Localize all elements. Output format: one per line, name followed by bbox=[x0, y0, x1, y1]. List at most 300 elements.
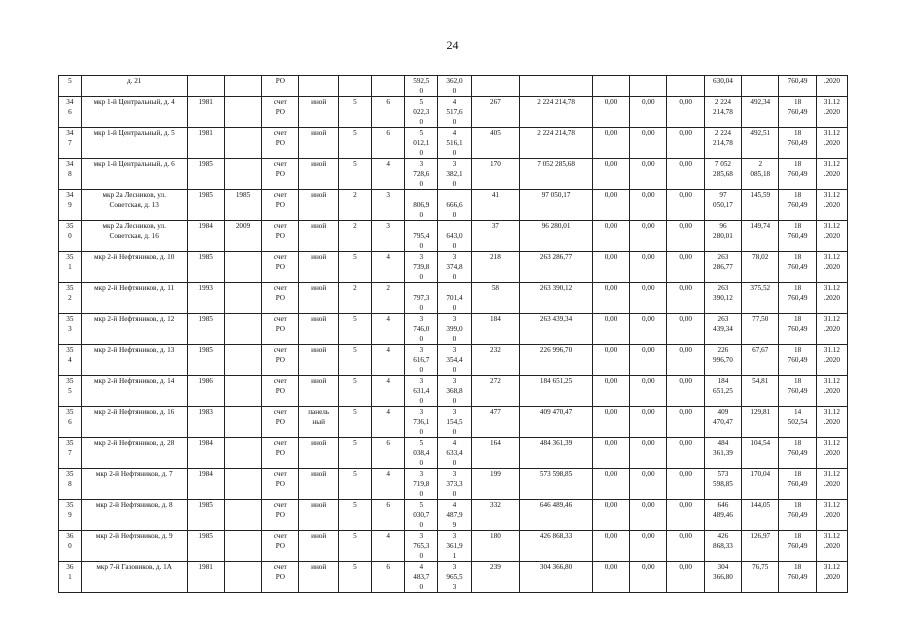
reconstruction-year-cell bbox=[224, 469, 261, 500]
cost-part-a-cell: 0,00 bbox=[592, 438, 629, 469]
total-area-cell: 5 030,7 0 bbox=[405, 500, 438, 531]
address-cell: мкр 2-й Нефтяников, д. 10 bbox=[81, 252, 187, 283]
wall-material-cell: иной bbox=[299, 221, 338, 252]
entrances-cell: 6 bbox=[372, 562, 405, 593]
living-area-cell: 4 633,4 0 bbox=[438, 438, 471, 469]
address-cell: мкр 1-й Центральный, д. 5 bbox=[81, 128, 187, 159]
cost-part-c-cell: 0,00 bbox=[667, 345, 704, 376]
specific-cost-cell: 76,75 bbox=[742, 562, 779, 593]
specific-cost-cell: 126,97 bbox=[742, 531, 779, 562]
build-year-cell: 1993 bbox=[187, 283, 224, 314]
wall-material-cell: иной bbox=[299, 469, 338, 500]
cost-part-a-cell: 0,00 bbox=[592, 252, 629, 283]
cost-part-b-cell: 0,00 bbox=[630, 438, 667, 469]
build-year-cell: 1984 bbox=[187, 438, 224, 469]
residents-cell: 170 bbox=[471, 159, 520, 190]
address-cell: мкр 2а Лесников, ул. Советская, д. 16 bbox=[81, 221, 187, 252]
max-specific-cost-cell: 18 760,49 bbox=[779, 128, 816, 159]
living-area-cell: 3 399,0 0 bbox=[438, 314, 471, 345]
build-year-cell: 1986 bbox=[187, 376, 224, 407]
cost-part-a-cell: 0,00 bbox=[592, 531, 629, 562]
floors-cell: 5 bbox=[338, 345, 371, 376]
wall-material-cell: панель ный bbox=[299, 407, 338, 438]
build-year-cell: 1981 bbox=[187, 562, 224, 593]
table-row bbox=[59, 252, 848, 283]
max-specific-cost-cell: 760,49 bbox=[779, 76, 816, 97]
cost-part-b-cell: 0,00 bbox=[630, 159, 667, 190]
specific-cost-cell: 2 085,18 bbox=[742, 159, 779, 190]
wall-material-cell: иной bbox=[299, 438, 338, 469]
total-cost-cell: 409 470,47 bbox=[520, 407, 593, 438]
fund-method-cell: счет РО bbox=[262, 345, 299, 376]
total-area-cell: 806,9 0 bbox=[405, 190, 438, 221]
build-year-cell: 1984 bbox=[187, 469, 224, 500]
residents-cell: 164 bbox=[471, 438, 520, 469]
wall-material-cell: иной bbox=[299, 252, 338, 283]
cost-part-a-cell: 0,00 bbox=[592, 128, 629, 159]
table-row bbox=[59, 128, 848, 159]
deadline-cell: 31.12 .2020 bbox=[816, 345, 847, 376]
wall-material-cell: иной bbox=[299, 500, 338, 531]
reconstruction-year-cell bbox=[224, 252, 261, 283]
cost-part-a-cell: 0,00 bbox=[592, 190, 629, 221]
max-specific-cost-cell: 18 760,49 bbox=[779, 190, 816, 221]
deadline-cell: 31.12 .2020 bbox=[816, 531, 847, 562]
cost-part-c-cell: 0,00 bbox=[667, 314, 704, 345]
residents-cell: 272 bbox=[471, 376, 520, 407]
specific-cost-cell: 144,05 bbox=[742, 500, 779, 531]
wall-material-cell: иной bbox=[299, 345, 338, 376]
living-area-cell: 4 517,6 0 bbox=[438, 97, 471, 128]
owner-funds-cell: 96 280,01 bbox=[704, 221, 741, 252]
reconstruction-year-cell bbox=[224, 438, 261, 469]
row-number-cell: 35 4 bbox=[59, 345, 82, 376]
owner-funds-cell: 263 439,34 bbox=[704, 314, 741, 345]
cost-part-c-cell: 0,00 bbox=[667, 190, 704, 221]
residents-cell: 180 bbox=[471, 531, 520, 562]
total-cost-cell: 263 390,12 bbox=[520, 283, 593, 314]
fund-method-cell: счет РО bbox=[262, 128, 299, 159]
address-cell: мкр 2-й Нефтяников, д. 16 bbox=[81, 407, 187, 438]
cost-part-a-cell: 0,00 bbox=[592, 469, 629, 500]
address-cell: мкр 2-й Нефтяников, д. 14 bbox=[81, 376, 187, 407]
cost-part-c-cell: 0,00 bbox=[667, 562, 704, 593]
table-row bbox=[59, 159, 848, 190]
max-specific-cost-cell: 18 760,49 bbox=[779, 97, 816, 128]
residents-cell: 37 bbox=[471, 221, 520, 252]
max-specific-cost-cell: 18 760,49 bbox=[779, 500, 816, 531]
floors-cell: 5 bbox=[338, 252, 371, 283]
cost-part-b-cell: 0,00 bbox=[630, 221, 667, 252]
table-row bbox=[59, 190, 848, 221]
floors-cell: 5 bbox=[338, 159, 371, 190]
cost-part-b-cell bbox=[630, 76, 667, 97]
table-row bbox=[59, 76, 848, 97]
build-year-cell: 1985 bbox=[187, 190, 224, 221]
entrances-cell: 3 bbox=[372, 221, 405, 252]
total-cost-cell: 304 366,80 bbox=[520, 562, 593, 593]
max-specific-cost-cell: 18 760,49 bbox=[779, 314, 816, 345]
cost-part-c-cell bbox=[667, 76, 704, 97]
fund-method-cell: счет РО bbox=[262, 190, 299, 221]
specific-cost-cell: 149,74 bbox=[742, 221, 779, 252]
max-specific-cost-cell: 18 760,49 bbox=[779, 221, 816, 252]
cost-part-c-cell: 0,00 bbox=[667, 128, 704, 159]
specific-cost-cell: 375,52 bbox=[742, 283, 779, 314]
wall-material-cell: иной bbox=[299, 128, 338, 159]
entrances-cell: 2 bbox=[372, 283, 405, 314]
fund-method-cell: счет РО bbox=[262, 469, 299, 500]
deadline-cell: 31.12 .2020 bbox=[816, 97, 847, 128]
residents-cell: 218 bbox=[471, 252, 520, 283]
deadline-cell: 31.12 .2020 bbox=[816, 314, 847, 345]
table-row bbox=[59, 97, 848, 128]
entrances-cell: 4 bbox=[372, 252, 405, 283]
housing-register-table bbox=[58, 75, 848, 593]
cost-part-b-cell: 0,00 bbox=[630, 407, 667, 438]
reconstruction-year-cell bbox=[224, 500, 261, 531]
cost-part-b-cell: 0,00 bbox=[630, 531, 667, 562]
deadline-cell: 31.12 .2020 bbox=[816, 376, 847, 407]
total-area-cell: 5 012,1 0 bbox=[405, 128, 438, 159]
floors-cell: 5 bbox=[338, 469, 371, 500]
build-year-cell: 1985 bbox=[187, 159, 224, 190]
deadline-cell: 31.12 .2020 bbox=[816, 562, 847, 593]
reconstruction-year-cell bbox=[224, 314, 261, 345]
row-number-cell: 34 7 bbox=[59, 128, 82, 159]
row-number-cell: 36 1 bbox=[59, 562, 82, 593]
total-area-cell: 3 736,1 0 bbox=[405, 407, 438, 438]
cost-part-a-cell: 0,00 bbox=[592, 376, 629, 407]
deadline-cell: 31.12 .2020 bbox=[816, 128, 847, 159]
cost-part-a-cell bbox=[592, 76, 629, 97]
table-row bbox=[59, 469, 848, 500]
row-number-cell: 35 7 bbox=[59, 438, 82, 469]
deadline-cell: 31.12 .2020 bbox=[816, 469, 847, 500]
entrances-cell: 4 bbox=[372, 531, 405, 562]
fund-method-cell: счет РО bbox=[262, 376, 299, 407]
specific-cost-cell: 492,51 bbox=[742, 128, 779, 159]
row-number-cell: 36 0 bbox=[59, 531, 82, 562]
residents-cell: 184 bbox=[471, 314, 520, 345]
address-cell: д. 21 bbox=[81, 76, 187, 97]
cost-part-c-cell: 0,00 bbox=[667, 283, 704, 314]
cost-part-c-cell: 0,00 bbox=[667, 500, 704, 531]
fund-method-cell: счет РО bbox=[262, 407, 299, 438]
cost-part-c-cell: 0,00 bbox=[667, 469, 704, 500]
cost-part-a-cell: 0,00 bbox=[592, 159, 629, 190]
row-number-cell: 35 3 bbox=[59, 314, 82, 345]
floors-cell: 5 bbox=[338, 128, 371, 159]
row-number-cell: 35 8 bbox=[59, 469, 82, 500]
cost-part-a-cell: 0,00 bbox=[592, 221, 629, 252]
total-cost-cell: 573 598,85 bbox=[520, 469, 593, 500]
build-year-cell: 1985 bbox=[187, 531, 224, 562]
entrances-cell: 3 bbox=[372, 190, 405, 221]
entrances-cell: 4 bbox=[372, 376, 405, 407]
total-area-cell: 5 022,3 0 bbox=[405, 97, 438, 128]
total-area-cell: 3 746,0 0 bbox=[405, 314, 438, 345]
cost-part-c-cell: 0,00 bbox=[667, 97, 704, 128]
entrances-cell: 6 bbox=[372, 97, 405, 128]
address-cell: мкр 2-й Нефтяников, д. 28 bbox=[81, 438, 187, 469]
total-area-cell: 3 765,3 0 bbox=[405, 531, 438, 562]
address-cell: мкр 2-й Нефтяников, д. 11 bbox=[81, 283, 187, 314]
wall-material-cell: иной bbox=[299, 97, 338, 128]
wall-material-cell: иной bbox=[299, 376, 338, 407]
residents-cell: 332 bbox=[471, 500, 520, 531]
build-year-cell: 1981 bbox=[187, 97, 224, 128]
residents-cell: 199 bbox=[471, 469, 520, 500]
total-area-cell: 3 739,8 0 bbox=[405, 252, 438, 283]
address-cell: мкр 2-й Нефтяников, д. 8 bbox=[81, 500, 187, 531]
build-year-cell: 1985 bbox=[187, 345, 224, 376]
reconstruction-year-cell bbox=[224, 562, 261, 593]
owner-funds-cell: 630,04 bbox=[704, 76, 741, 97]
total-area-cell: 797,3 0 bbox=[405, 283, 438, 314]
fund-method-cell: счет РО bbox=[262, 500, 299, 531]
total-cost-cell: 96 280,01 bbox=[520, 221, 593, 252]
floors-cell: 5 bbox=[338, 376, 371, 407]
cost-part-b-cell: 0,00 bbox=[630, 500, 667, 531]
deadline-cell: 31.12 .2020 bbox=[816, 252, 847, 283]
specific-cost-cell: 129,81 bbox=[742, 407, 779, 438]
cost-part-a-cell: 0,00 bbox=[592, 500, 629, 531]
fund-method-cell: РО bbox=[262, 76, 299, 97]
entrances-cell: 4 bbox=[372, 469, 405, 500]
living-area-cell: 4 516,1 0 bbox=[438, 128, 471, 159]
total-cost-cell: 646 489,46 bbox=[520, 500, 593, 531]
specific-cost-cell: 145,59 bbox=[742, 190, 779, 221]
build-year-cell bbox=[187, 76, 224, 97]
specific-cost-cell: 54,81 bbox=[742, 376, 779, 407]
table-row bbox=[59, 376, 848, 407]
row-number-cell: 35 6 bbox=[59, 407, 82, 438]
deadline-cell: 31.12 .2020 bbox=[816, 500, 847, 531]
floors-cell: 5 bbox=[338, 562, 371, 593]
row-number-cell: 34 9 bbox=[59, 190, 82, 221]
fund-method-cell: счет РО bbox=[262, 531, 299, 562]
deadline-cell: 31.12 .2020 bbox=[816, 221, 847, 252]
reconstruction-year-cell bbox=[224, 345, 261, 376]
reconstruction-year-cell bbox=[224, 376, 261, 407]
row-number-cell: 35 0 bbox=[59, 221, 82, 252]
cost-part-b-cell: 0,00 bbox=[630, 252, 667, 283]
fund-method-cell: счет РО bbox=[262, 159, 299, 190]
reconstruction-year-cell bbox=[224, 97, 261, 128]
row-number-cell: 35 1 bbox=[59, 252, 82, 283]
wall-material-cell: иной bbox=[299, 159, 338, 190]
table-row bbox=[59, 407, 848, 438]
table-row bbox=[59, 562, 848, 593]
entrances-cell: 6 bbox=[372, 438, 405, 469]
entrances-cell: 4 bbox=[372, 314, 405, 345]
entrances-cell: 6 bbox=[372, 500, 405, 531]
total-area-cell: 795,4 0 bbox=[405, 221, 438, 252]
floors-cell: 5 bbox=[338, 531, 371, 562]
owner-funds-cell: 2 224 214,78 bbox=[704, 97, 741, 128]
residents-cell: 267 bbox=[471, 97, 520, 128]
max-specific-cost-cell: 18 760,49 bbox=[779, 376, 816, 407]
reconstruction-year-cell bbox=[224, 76, 261, 97]
owner-funds-cell: 226 996,70 bbox=[704, 345, 741, 376]
residents-cell: 58 bbox=[471, 283, 520, 314]
deadline-cell: .2020 bbox=[816, 76, 847, 97]
cost-part-b-cell: 0,00 bbox=[630, 128, 667, 159]
wall-material-cell bbox=[299, 76, 338, 97]
deadline-cell: 31.12 .2020 bbox=[816, 190, 847, 221]
reconstruction-year-cell bbox=[224, 531, 261, 562]
cost-part-b-cell: 0,00 bbox=[630, 562, 667, 593]
cost-part-c-cell: 0,00 bbox=[667, 438, 704, 469]
owner-funds-cell: 304 366,80 bbox=[704, 562, 741, 593]
reconstruction-year-cell bbox=[224, 283, 261, 314]
address-cell: мкр 1-й Центральный, д. 6 bbox=[81, 159, 187, 190]
address-cell: мкр 7-й Газовиков, д. 1А bbox=[81, 562, 187, 593]
row-number-cell: 34 6 bbox=[59, 97, 82, 128]
entrances-cell: 4 bbox=[372, 407, 405, 438]
specific-cost-cell: 67,67 bbox=[742, 345, 779, 376]
cost-part-a-cell: 0,00 bbox=[592, 283, 629, 314]
owner-funds-cell: 263 286,77 bbox=[704, 252, 741, 283]
address-cell: мкр 2-й Нефтяников, д. 7 bbox=[81, 469, 187, 500]
row-number-cell: 35 9 bbox=[59, 500, 82, 531]
fund-method-cell: счет РО bbox=[262, 221, 299, 252]
living-area-cell: 3 965,5 3 bbox=[438, 562, 471, 593]
owner-funds-cell: 409 470,47 bbox=[704, 407, 741, 438]
specific-cost-cell: 77,50 bbox=[742, 314, 779, 345]
specific-cost-cell: 170,04 bbox=[742, 469, 779, 500]
owner-funds-cell: 2 224 214,78 bbox=[704, 128, 741, 159]
reconstruction-year-cell bbox=[224, 159, 261, 190]
table-row bbox=[59, 345, 848, 376]
cost-part-b-cell: 0,00 bbox=[630, 283, 667, 314]
cost-part-c-cell: 0,00 bbox=[667, 159, 704, 190]
max-specific-cost-cell: 18 760,49 bbox=[779, 469, 816, 500]
specific-cost-cell: 104,54 bbox=[742, 438, 779, 469]
build-year-cell: 1984 bbox=[187, 221, 224, 252]
max-specific-cost-cell: 14 502,54 bbox=[779, 407, 816, 438]
reconstruction-year-cell: 1985 bbox=[224, 190, 261, 221]
build-year-cell: 1983 bbox=[187, 407, 224, 438]
total-cost-cell: 226 996,70 bbox=[520, 345, 593, 376]
fund-method-cell: счет РО bbox=[262, 97, 299, 128]
cost-part-c-cell: 0,00 bbox=[667, 376, 704, 407]
owner-funds-cell: 573 598,85 bbox=[704, 469, 741, 500]
table-row bbox=[59, 531, 848, 562]
cost-part-c-cell: 0,00 bbox=[667, 252, 704, 283]
page-number: 24 bbox=[446, 38, 459, 52]
fund-method-cell: счет РО bbox=[262, 562, 299, 593]
wall-material-cell: иной bbox=[299, 190, 338, 221]
table-row bbox=[59, 500, 848, 531]
fund-method-cell: счет РО bbox=[262, 314, 299, 345]
max-specific-cost-cell: 18 760,49 bbox=[779, 252, 816, 283]
residents-cell: 232 bbox=[471, 345, 520, 376]
deadline-cell: 31.12 .2020 bbox=[816, 159, 847, 190]
max-specific-cost-cell: 18 760,49 bbox=[779, 283, 816, 314]
cost-part-c-cell: 0,00 bbox=[667, 407, 704, 438]
living-area-cell: 3 354,4 0 bbox=[438, 345, 471, 376]
owner-funds-cell: 263 390,12 bbox=[704, 283, 741, 314]
entrances-cell bbox=[372, 76, 405, 97]
table-row bbox=[59, 283, 848, 314]
build-year-cell: 1985 bbox=[187, 252, 224, 283]
wall-material-cell: иной bbox=[299, 562, 338, 593]
living-area-cell: 666,6 0 bbox=[438, 190, 471, 221]
residents-cell: 405 bbox=[471, 128, 520, 159]
total-cost-cell: 184 651,25 bbox=[520, 376, 593, 407]
entrances-cell: 6 bbox=[372, 128, 405, 159]
total-area-cell: 4 483,7 0 bbox=[405, 562, 438, 593]
living-area-cell: 4 487,9 9 bbox=[438, 500, 471, 531]
fund-method-cell: счет РО bbox=[262, 438, 299, 469]
max-specific-cost-cell: 18 760,49 bbox=[779, 562, 816, 593]
total-cost-cell bbox=[520, 76, 593, 97]
owner-funds-cell: 484 361,39 bbox=[704, 438, 741, 469]
reconstruction-year-cell: 2009 bbox=[224, 221, 261, 252]
living-area-cell: 3 154,5 0 bbox=[438, 407, 471, 438]
build-year-cell: 1981 bbox=[187, 128, 224, 159]
owner-funds-cell: 97 050,17 bbox=[704, 190, 741, 221]
specific-cost-cell bbox=[742, 76, 779, 97]
total-area-cell: 3 631,4 0 bbox=[405, 376, 438, 407]
owner-funds-cell: 184 651,25 bbox=[704, 376, 741, 407]
cost-part-c-cell: 0,00 bbox=[667, 221, 704, 252]
deadline-cell: 31.12 .2020 bbox=[816, 438, 847, 469]
total-cost-cell: 7 052 285,68 bbox=[520, 159, 593, 190]
cost-part-a-cell: 0,00 bbox=[592, 562, 629, 593]
floors-cell: 5 bbox=[338, 407, 371, 438]
address-cell: мкр 2-й Нефтяников, д. 13 bbox=[81, 345, 187, 376]
max-specific-cost-cell: 18 760,49 bbox=[779, 159, 816, 190]
address-cell: мкр 2а Лесников, ул. Советская, д. 13 bbox=[81, 190, 187, 221]
address-cell: мкр 2-й Нефтяников, д. 9 bbox=[81, 531, 187, 562]
total-cost-cell: 97 050,17 bbox=[520, 190, 593, 221]
floors-cell: 5 bbox=[338, 438, 371, 469]
deadline-cell: 31.12 .2020 bbox=[816, 407, 847, 438]
floors-cell: 2 bbox=[338, 190, 371, 221]
cost-part-b-cell: 0,00 bbox=[630, 190, 667, 221]
living-area-cell: 3 382,1 0 bbox=[438, 159, 471, 190]
address-cell: мкр 1-й Центральный, д. 4 bbox=[81, 97, 187, 128]
floors-cell: 5 bbox=[338, 314, 371, 345]
residents-cell: 41 bbox=[471, 190, 520, 221]
total-cost-cell: 484 361,39 bbox=[520, 438, 593, 469]
wall-material-cell: иной bbox=[299, 314, 338, 345]
reconstruction-year-cell bbox=[224, 407, 261, 438]
fund-method-cell: счет РО bbox=[262, 252, 299, 283]
living-area-cell: 3 373,3 0 bbox=[438, 469, 471, 500]
floors-cell bbox=[338, 76, 371, 97]
floors-cell: 2 bbox=[338, 221, 371, 252]
table-row bbox=[59, 314, 848, 345]
cost-part-b-cell: 0,00 bbox=[630, 314, 667, 345]
residents-cell: 239 bbox=[471, 562, 520, 593]
row-number-cell: 34 8 bbox=[59, 159, 82, 190]
total-area-cell: 592,5 0 bbox=[405, 76, 438, 97]
row-number-cell: 5 bbox=[59, 76, 82, 97]
cost-part-b-cell: 0,00 bbox=[630, 345, 667, 376]
cost-part-c-cell: 0,00 bbox=[667, 531, 704, 562]
floors-cell: 2 bbox=[338, 283, 371, 314]
total-cost-cell: 2 224 214,78 bbox=[520, 97, 593, 128]
total-cost-cell: 2 224 214,78 bbox=[520, 128, 593, 159]
cost-part-a-cell: 0,00 bbox=[592, 345, 629, 376]
row-number-cell: 35 2 bbox=[59, 283, 82, 314]
cost-part-b-cell: 0,00 bbox=[630, 376, 667, 407]
living-area-cell: 362,0 0 bbox=[438, 76, 471, 97]
